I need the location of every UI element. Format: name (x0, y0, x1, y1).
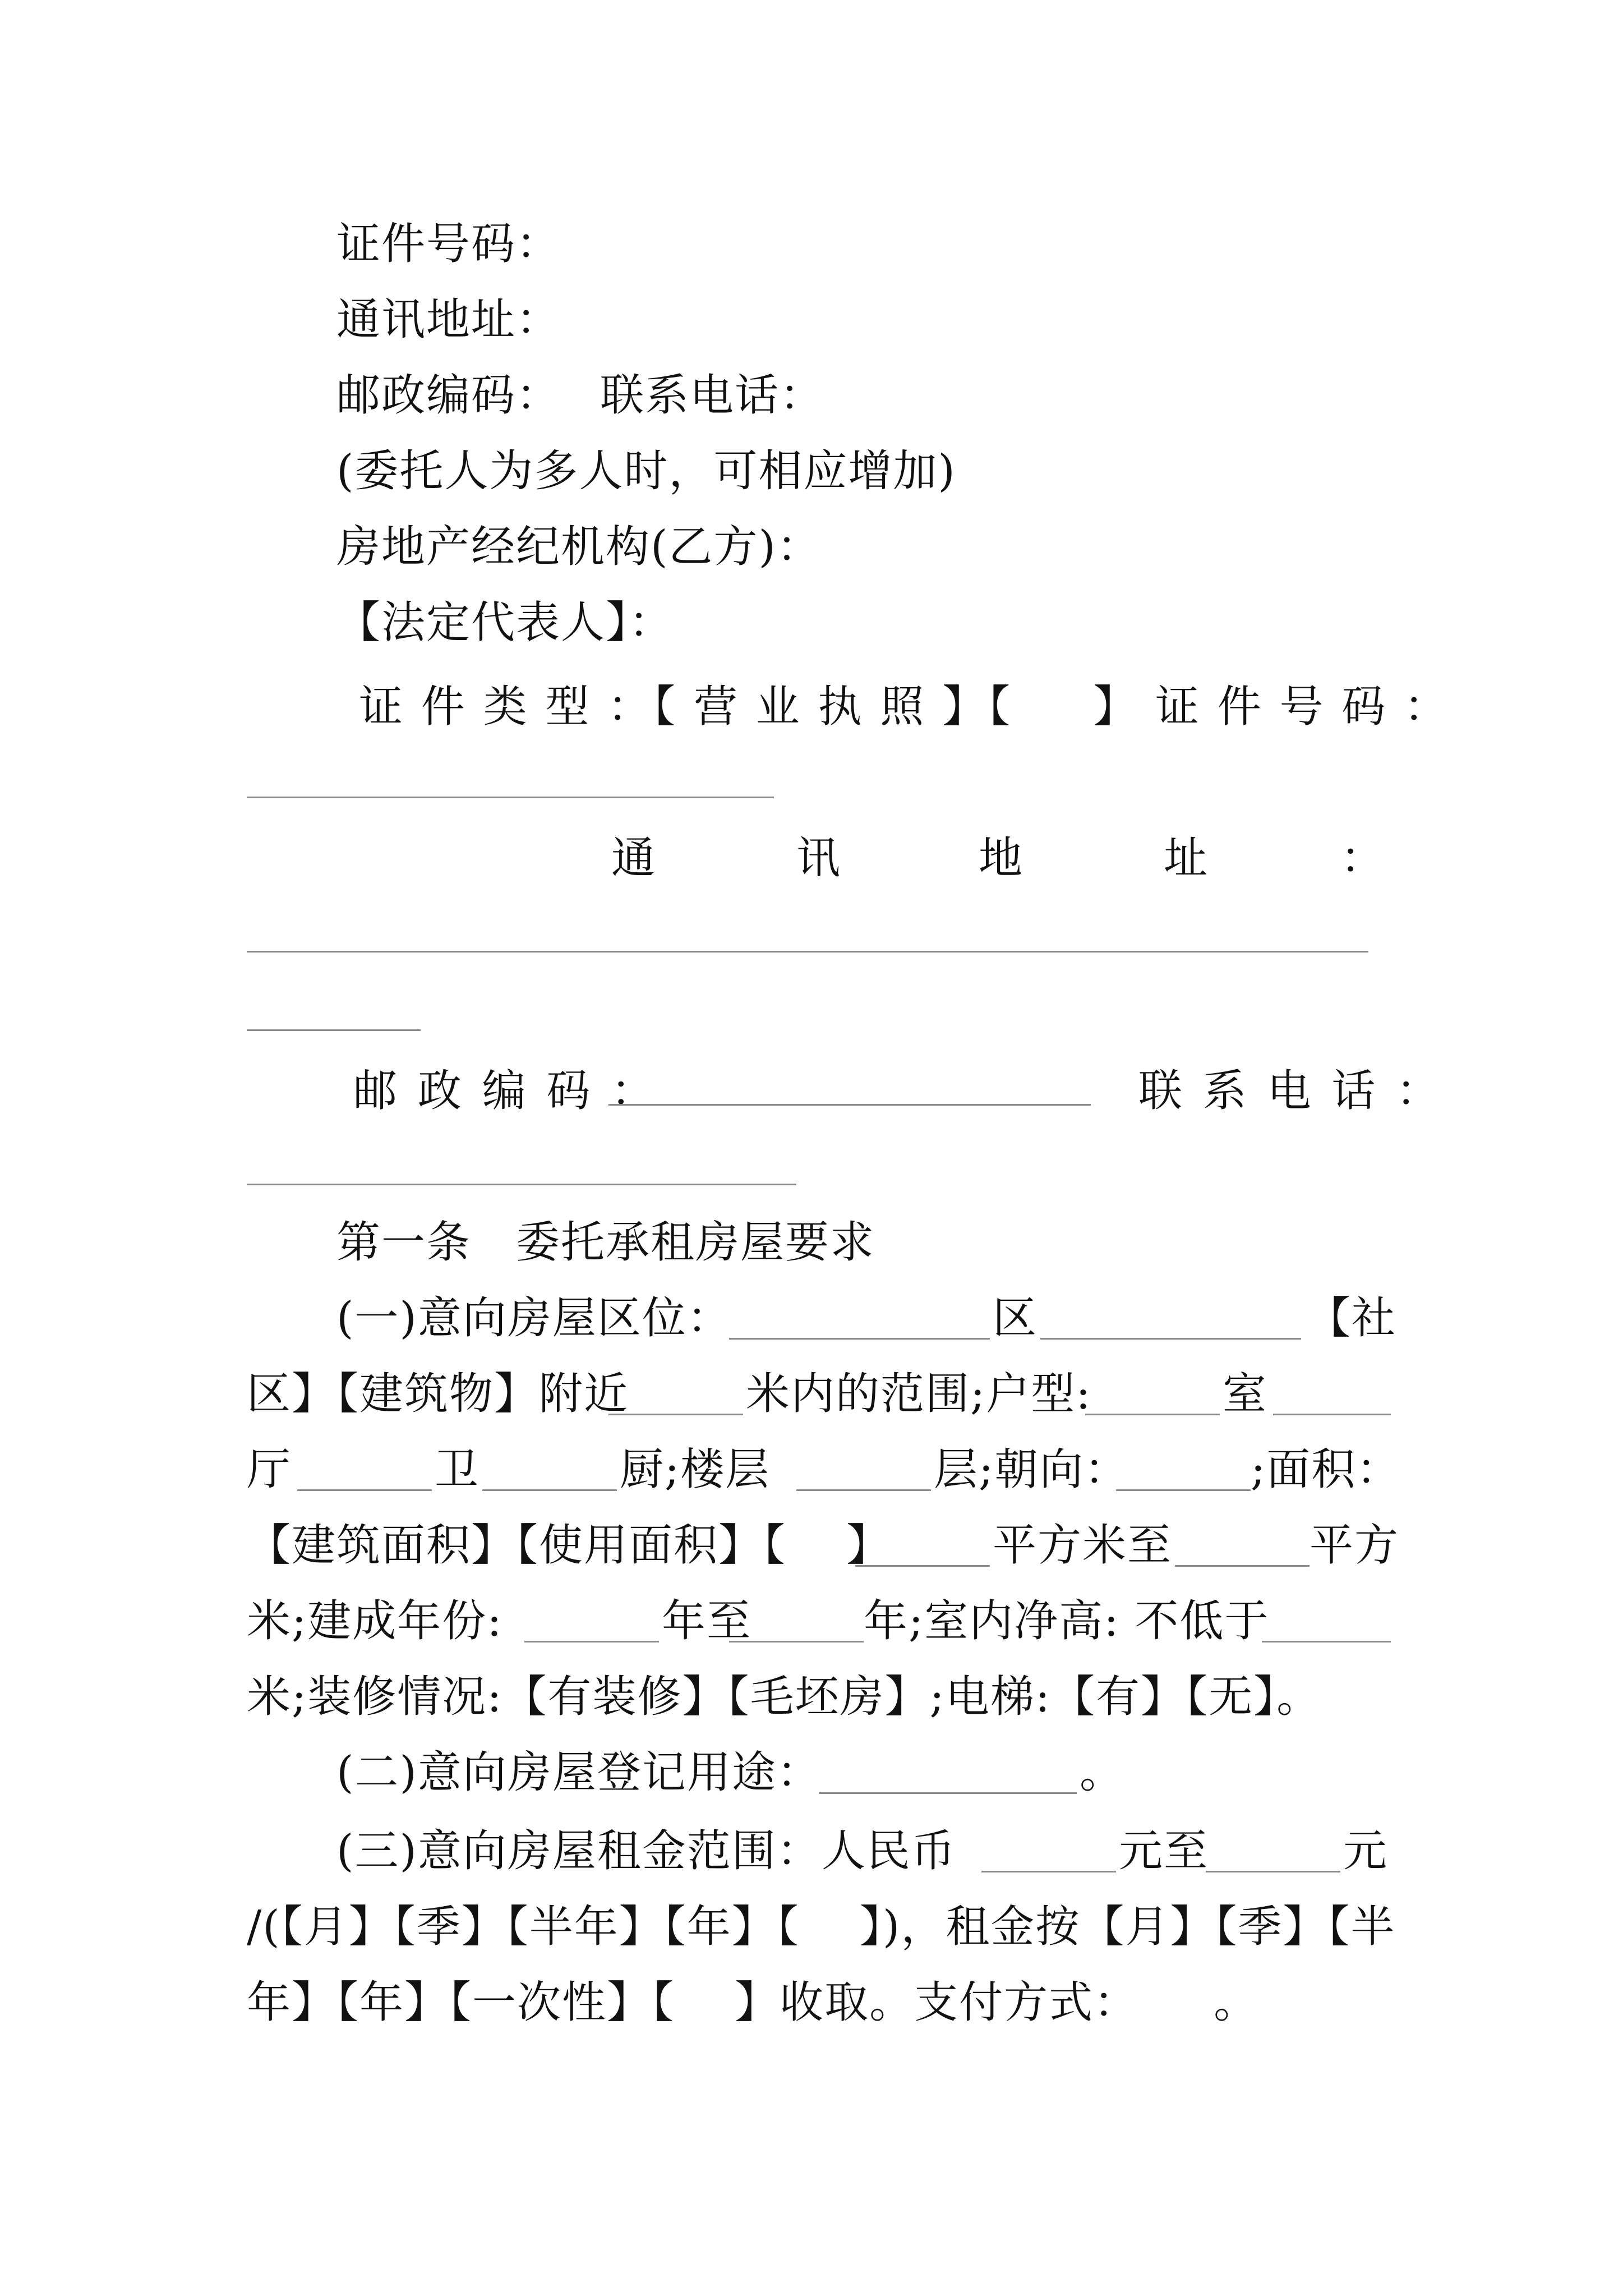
legal-rep-label: 【法定代表人】： (336, 597, 674, 648)
address-char-1: 通 (611, 833, 656, 884)
halls-blank-a (1273, 1414, 1391, 1415)
agency-postcode-label: 邮 政 编 码 ： (353, 1066, 658, 1116)
decoration-elevator-text: 米;装修情况:【有装修】【毛坯房】;电梯:【有】【无】。 (247, 1672, 1322, 1722)
article-one-heading: 第一条 委托承租房屋要求 (336, 1217, 875, 1268)
community-blank (1040, 1338, 1301, 1340)
orientation-text: 层;朝向： (934, 1444, 1129, 1495)
range-layout-text: 米内的范围;户型: (746, 1369, 1092, 1419)
area-text: ;面积： (1251, 1444, 1401, 1495)
agency-phone-label: 联 系 电 话 ： (1138, 1066, 1444, 1116)
build-year-text: 米;建成年份: (247, 1596, 503, 1646)
sqm-text: 平方 (1310, 1520, 1400, 1571)
address-char-2: 讯 (796, 833, 841, 884)
community-bracket: 【社 (1307, 1293, 1397, 1343)
building-nearby-text: 区】【建筑物】附近 (247, 1369, 629, 1419)
year-min-blank (524, 1641, 659, 1642)
bath-blank (482, 1489, 617, 1491)
rent-range-label: (三)意向房屋租金范围：人民币 (336, 1826, 956, 1876)
ceiling-height-text: 年;室内净高: 不低于 (864, 1596, 1270, 1646)
agency-phone-rule (247, 1184, 796, 1185)
registered-use-end: 。 (1080, 1747, 1125, 1798)
payment-method-text: 年】【年】【一次性】【 】收取。支付方式： 。 (247, 1977, 1259, 2028)
multi-principal-note: (委托人为多人时，可相应增加) (336, 446, 956, 496)
address-label: 通讯地址： (336, 295, 561, 345)
floor-blank (796, 1489, 931, 1491)
area-min-blank (855, 1565, 990, 1567)
address-rule-2 (247, 1029, 421, 1031)
area-type-text: 【建筑面积】【使用面积】【 】 (247, 1520, 892, 1571)
cert-number-rule (247, 797, 774, 798)
rent-period-text: /(【月】【季】【半年】【年】【 】)，租金按【月】【季】【半 (247, 1902, 1396, 1952)
halls-blank (297, 1489, 432, 1491)
registered-use-label: (二)意向房屋登记用途： (336, 1747, 822, 1798)
hall-text: 厅 (247, 1444, 292, 1495)
phone-label: 联系电话： (600, 370, 825, 421)
area-max-blank (1175, 1565, 1310, 1567)
rooms-text: 室 (1223, 1369, 1268, 1419)
cert-number-label: 证件号码： (336, 219, 561, 269)
rent-max-blank (1206, 1871, 1340, 1872)
address-char-4: 址 (1164, 833, 1208, 884)
cert-type-line: 证 件 类 型 ：【 营 业 执 照 】【 】 证 件 号 码 ： (359, 682, 1450, 732)
postcode-label: 邮政编码： (336, 370, 561, 421)
orientation-blank (1116, 1489, 1251, 1491)
address-char-5: ： (1340, 833, 1385, 884)
sqm-to-text: 平方米至 (993, 1520, 1173, 1571)
rent-yuan-text: 元 (1343, 1826, 1389, 1876)
year-to-text: 年至 (662, 1596, 752, 1646)
agency-postcode-rule (608, 1104, 1091, 1106)
year-max-blank (729, 1641, 864, 1642)
bath-text: 卫 (435, 1444, 480, 1495)
district-text: 区 (993, 1293, 1038, 1343)
height-blank (1262, 1641, 1391, 1642)
rent-min-blank (981, 1871, 1116, 1872)
location-label: (一)意向房屋区位： (336, 1293, 732, 1343)
agency-label: 房地产经纪机构(乙方)： (336, 522, 822, 572)
meters-blank (608, 1414, 743, 1415)
address-rule-1 (247, 951, 1368, 953)
address-char-3: 地 (979, 833, 1023, 884)
rent-to-text: 元至 (1119, 1826, 1209, 1876)
rooms-blank (1085, 1414, 1220, 1415)
kitchen-floor-text: 厨;楼层 (620, 1444, 771, 1495)
registered-use-blank (819, 1792, 1077, 1794)
district-blank (729, 1338, 990, 1340)
